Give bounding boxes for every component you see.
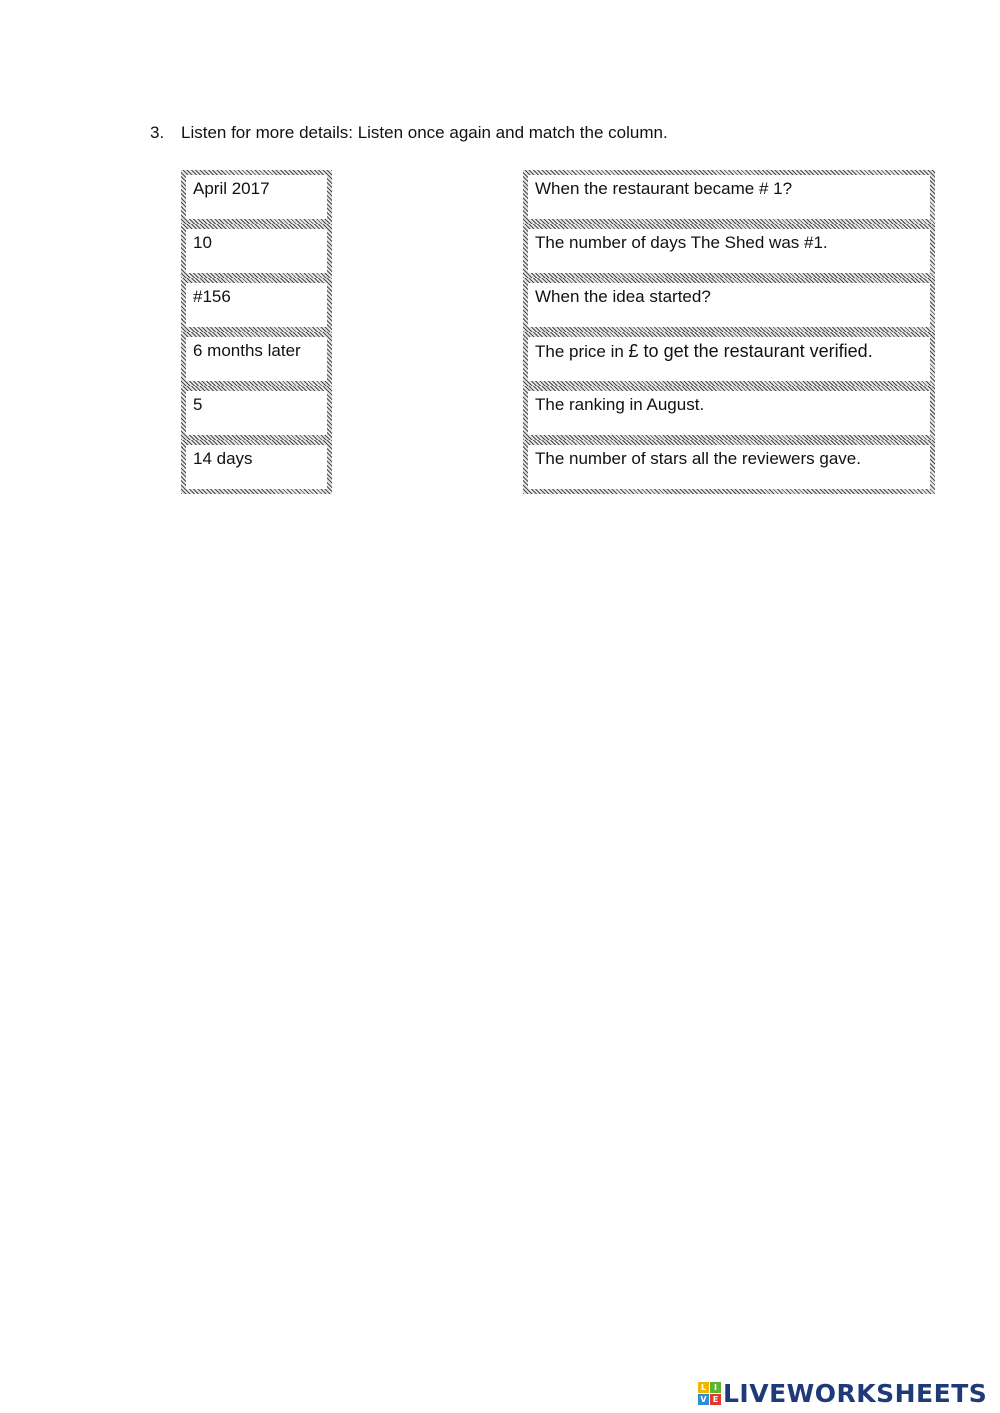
right-match-text: The price in (535, 342, 629, 361)
right-match-item[interactable] (523, 278, 935, 332)
right-match-item[interactable] (523, 170, 935, 224)
right-match-text: When the restaurant became # 1? (535, 179, 793, 198)
right-match-text-continued: £ to get the restaurant verified. (628, 341, 873, 361)
liveworksheets-logo (698, 1378, 987, 1408)
left-match-item[interactable] (181, 224, 332, 278)
right-match-item[interactable] (523, 332, 935, 386)
left-match-column (181, 170, 332, 494)
instruction-number: 3. (150, 123, 165, 142)
right-match-item[interactable] (523, 386, 935, 440)
left-match-item[interactable] (181, 386, 332, 440)
left-match-text: 10 (193, 233, 212, 252)
left-match-text: 6 months later (193, 341, 301, 360)
left-match-item[interactable] (181, 332, 332, 386)
left-match-text: #156 (193, 287, 231, 306)
left-match-item[interactable] (181, 278, 332, 332)
left-match-item[interactable] (181, 170, 332, 224)
right-match-item[interactable] (523, 224, 935, 278)
left-match-text: April 2017 (193, 179, 270, 198)
right-match-column (523, 170, 935, 494)
right-match-text: The number of stars all the reviewers gave. (535, 449, 861, 468)
left-match-text: 14 days (193, 449, 253, 468)
logo-text: LIVEWORKSHEETS (723, 1378, 988, 1408)
logo-mark-letter: E (710, 1394, 721, 1405)
left-match-item[interactable] (181, 440, 332, 494)
right-match-item[interactable] (523, 440, 935, 494)
right-match-text: When the idea started? (535, 287, 711, 306)
logo-mark-letter: V (698, 1394, 709, 1405)
right-match-text: The ranking in August. (535, 395, 705, 414)
instruction (150, 121, 668, 145)
right-match-text: The number of days The Shed was #1. (535, 233, 828, 252)
logo-mark-letter: I (710, 1382, 721, 1393)
liveworksheets-logo-icon (698, 1382, 721, 1405)
logo-mark-letter: L (698, 1382, 709, 1393)
instruction-text: Listen for more details: Listen once again and match the column. (181, 123, 668, 142)
left-match-text: 5 (193, 395, 203, 414)
